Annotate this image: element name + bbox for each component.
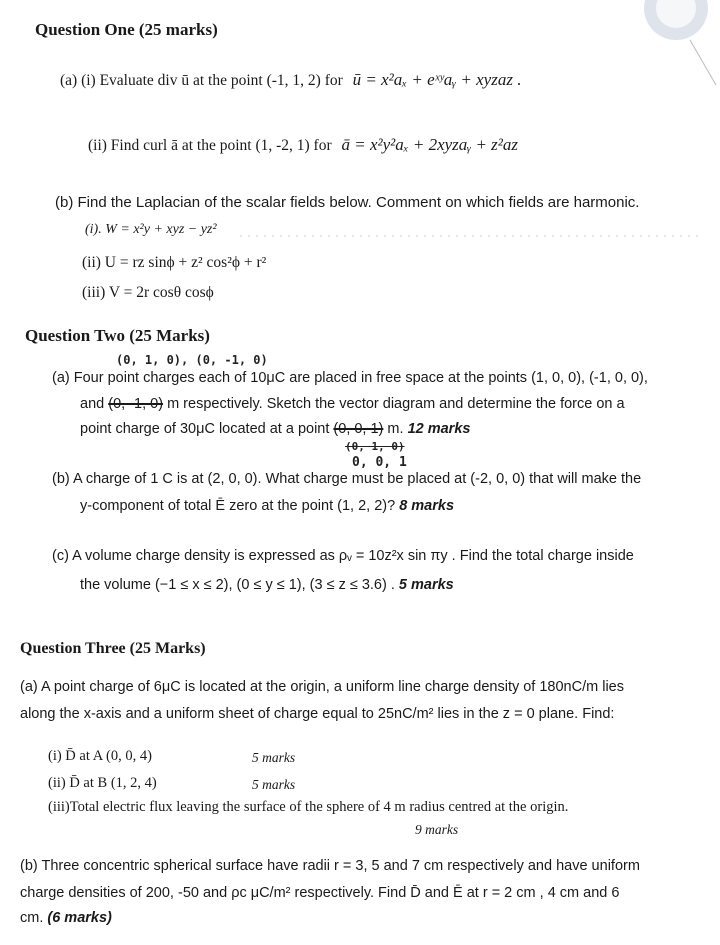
q2-a-line3-start: point charge of 30μC located at a point: [80, 421, 330, 437]
q3-b-marks: (6 marks): [47, 910, 112, 926]
q3-b-line2: charge densities of 200, -50 and ρc μC/m² respectively. Find D̄ and Ē at r = 2 cm , 4 cm and 6: [20, 885, 620, 901]
q2-a-marks: 12 marks: [407, 421, 471, 437]
q3-a-iii: (iii)Total electric flux leaving the surface of the sphere of 4 m radius centred at the origin.: [48, 799, 569, 815]
q1-a-i-formula: ū = x²aₓ + eˣʸaᵧ + xyzaz .: [352, 70, 522, 89]
q3-a-iii-marks: 9 marks: [415, 822, 459, 837]
q3-a-line1: (a) A point charge of 6μC is located at the origin, a uniform line charge density of 180nC/m lies: [20, 679, 624, 695]
q2-hand-note-mid: (0, 1, 0): [345, 440, 405, 453]
q1-a-i-prefix: (a) (i) Evaluate div ū at the point (-1, 1, 2) for: [60, 72, 343, 89]
q2-c-line2-text: the volume (−1 ≤ x ≤ 2), (0 ≤ y ≤ 1), (3 ≤ z ≤ 3.6) .: [80, 577, 395, 593]
q2-b-line1: (b) A charge of 1 C is at (2, 0, 0). What charge must be placed at (-2, 0, 0) that will make the: [52, 471, 642, 487]
q2-a-line1: (a) Four point charges each of 10μC are placed in free space at the points (1, 0, 0), (-1, 0, 0),: [52, 370, 648, 386]
q3-a-i: (i) D̄ at A (0, 0, 4): [48, 748, 152, 764]
q1-b-i: (i). W = x²y + xyz − yz²: [85, 222, 217, 237]
q2-c-line2: [80, 577, 454, 593]
q2-a-line2-start: and: [80, 396, 105, 412]
q2-hand-note-top: (0, 1, 0), (0, -1, 0): [116, 353, 268, 367]
q2-a-struck-point: (0, -1, 0): [108, 396, 164, 412]
q2-c-line1: (c) A volume charge density is expressed as ρᵥ = 10z²x sin πy . Find the total charge inside: [52, 548, 634, 564]
q3-a-i-marks: 5 marks: [252, 750, 296, 765]
q2-a-line3-end: m.: [387, 421, 404, 437]
q2-a-line2: [80, 396, 625, 412]
q3-a-ii-marks: 5 marks: [252, 777, 296, 792]
scan-streak: [690, 40, 716, 85]
q2-a-line3: [80, 421, 470, 437]
q2-c-marks: 5 marks: [398, 577, 454, 593]
q1-a-ii-prefix: (ii) Find curl ā at the point (1, -2, 1) for: [88, 137, 332, 154]
q3-a-line2: along the x-axis and a uniform sheet of charge equal to 25nC/m² lies in the z = 0 plane. Find:: [20, 706, 615, 722]
q1-title: Question One (25 marks): [35, 20, 218, 39]
q3-b-line1: (b) Three concentric spherical surface have radii r = 3, 5 and 7 cm respectively and have uniform: [20, 858, 640, 874]
q2-b-marks: 8 marks: [399, 498, 455, 514]
q1-a-i: [60, 70, 521, 90]
q1-a-ii: [88, 135, 518, 155]
q2-a-line2-end: m respectively. Sketch the vector diagram and determine the force on a: [167, 396, 625, 412]
q2-title: Question Two (25 Marks): [25, 326, 210, 345]
q3-a-ii: (ii) D̄ at B (1, 2, 4): [48, 775, 157, 791]
q1-b-title: (b) Find the Laplacian of the scalar fields below. Comment on which fields are harmonic.: [55, 194, 640, 211]
q1-a-ii-formula: ā = x²y²aₓ + 2xyzaᵧ + z²az: [341, 135, 518, 154]
q2-a-struck-point2: (0, 0, 1): [333, 421, 384, 437]
q3-b-line3: [20, 910, 112, 926]
q2-b-line2-text: y-component of total Ē zero at the point (1, 2, 2)?: [80, 498, 396, 514]
q1-b-ii: (ii) U = rz sinϕ + z² cos²ϕ + r²: [82, 254, 267, 271]
q2-hand-note-bottom: 0, 0, 1: [352, 455, 407, 470]
q3-b-line3-text: cm.: [20, 910, 44, 926]
q2-b-line2: [80, 498, 454, 514]
q3-title: Question Three (25 Marks): [20, 640, 206, 657]
q1-b-iii: (iii) V = 2r cosθ cosϕ: [82, 284, 214, 301]
